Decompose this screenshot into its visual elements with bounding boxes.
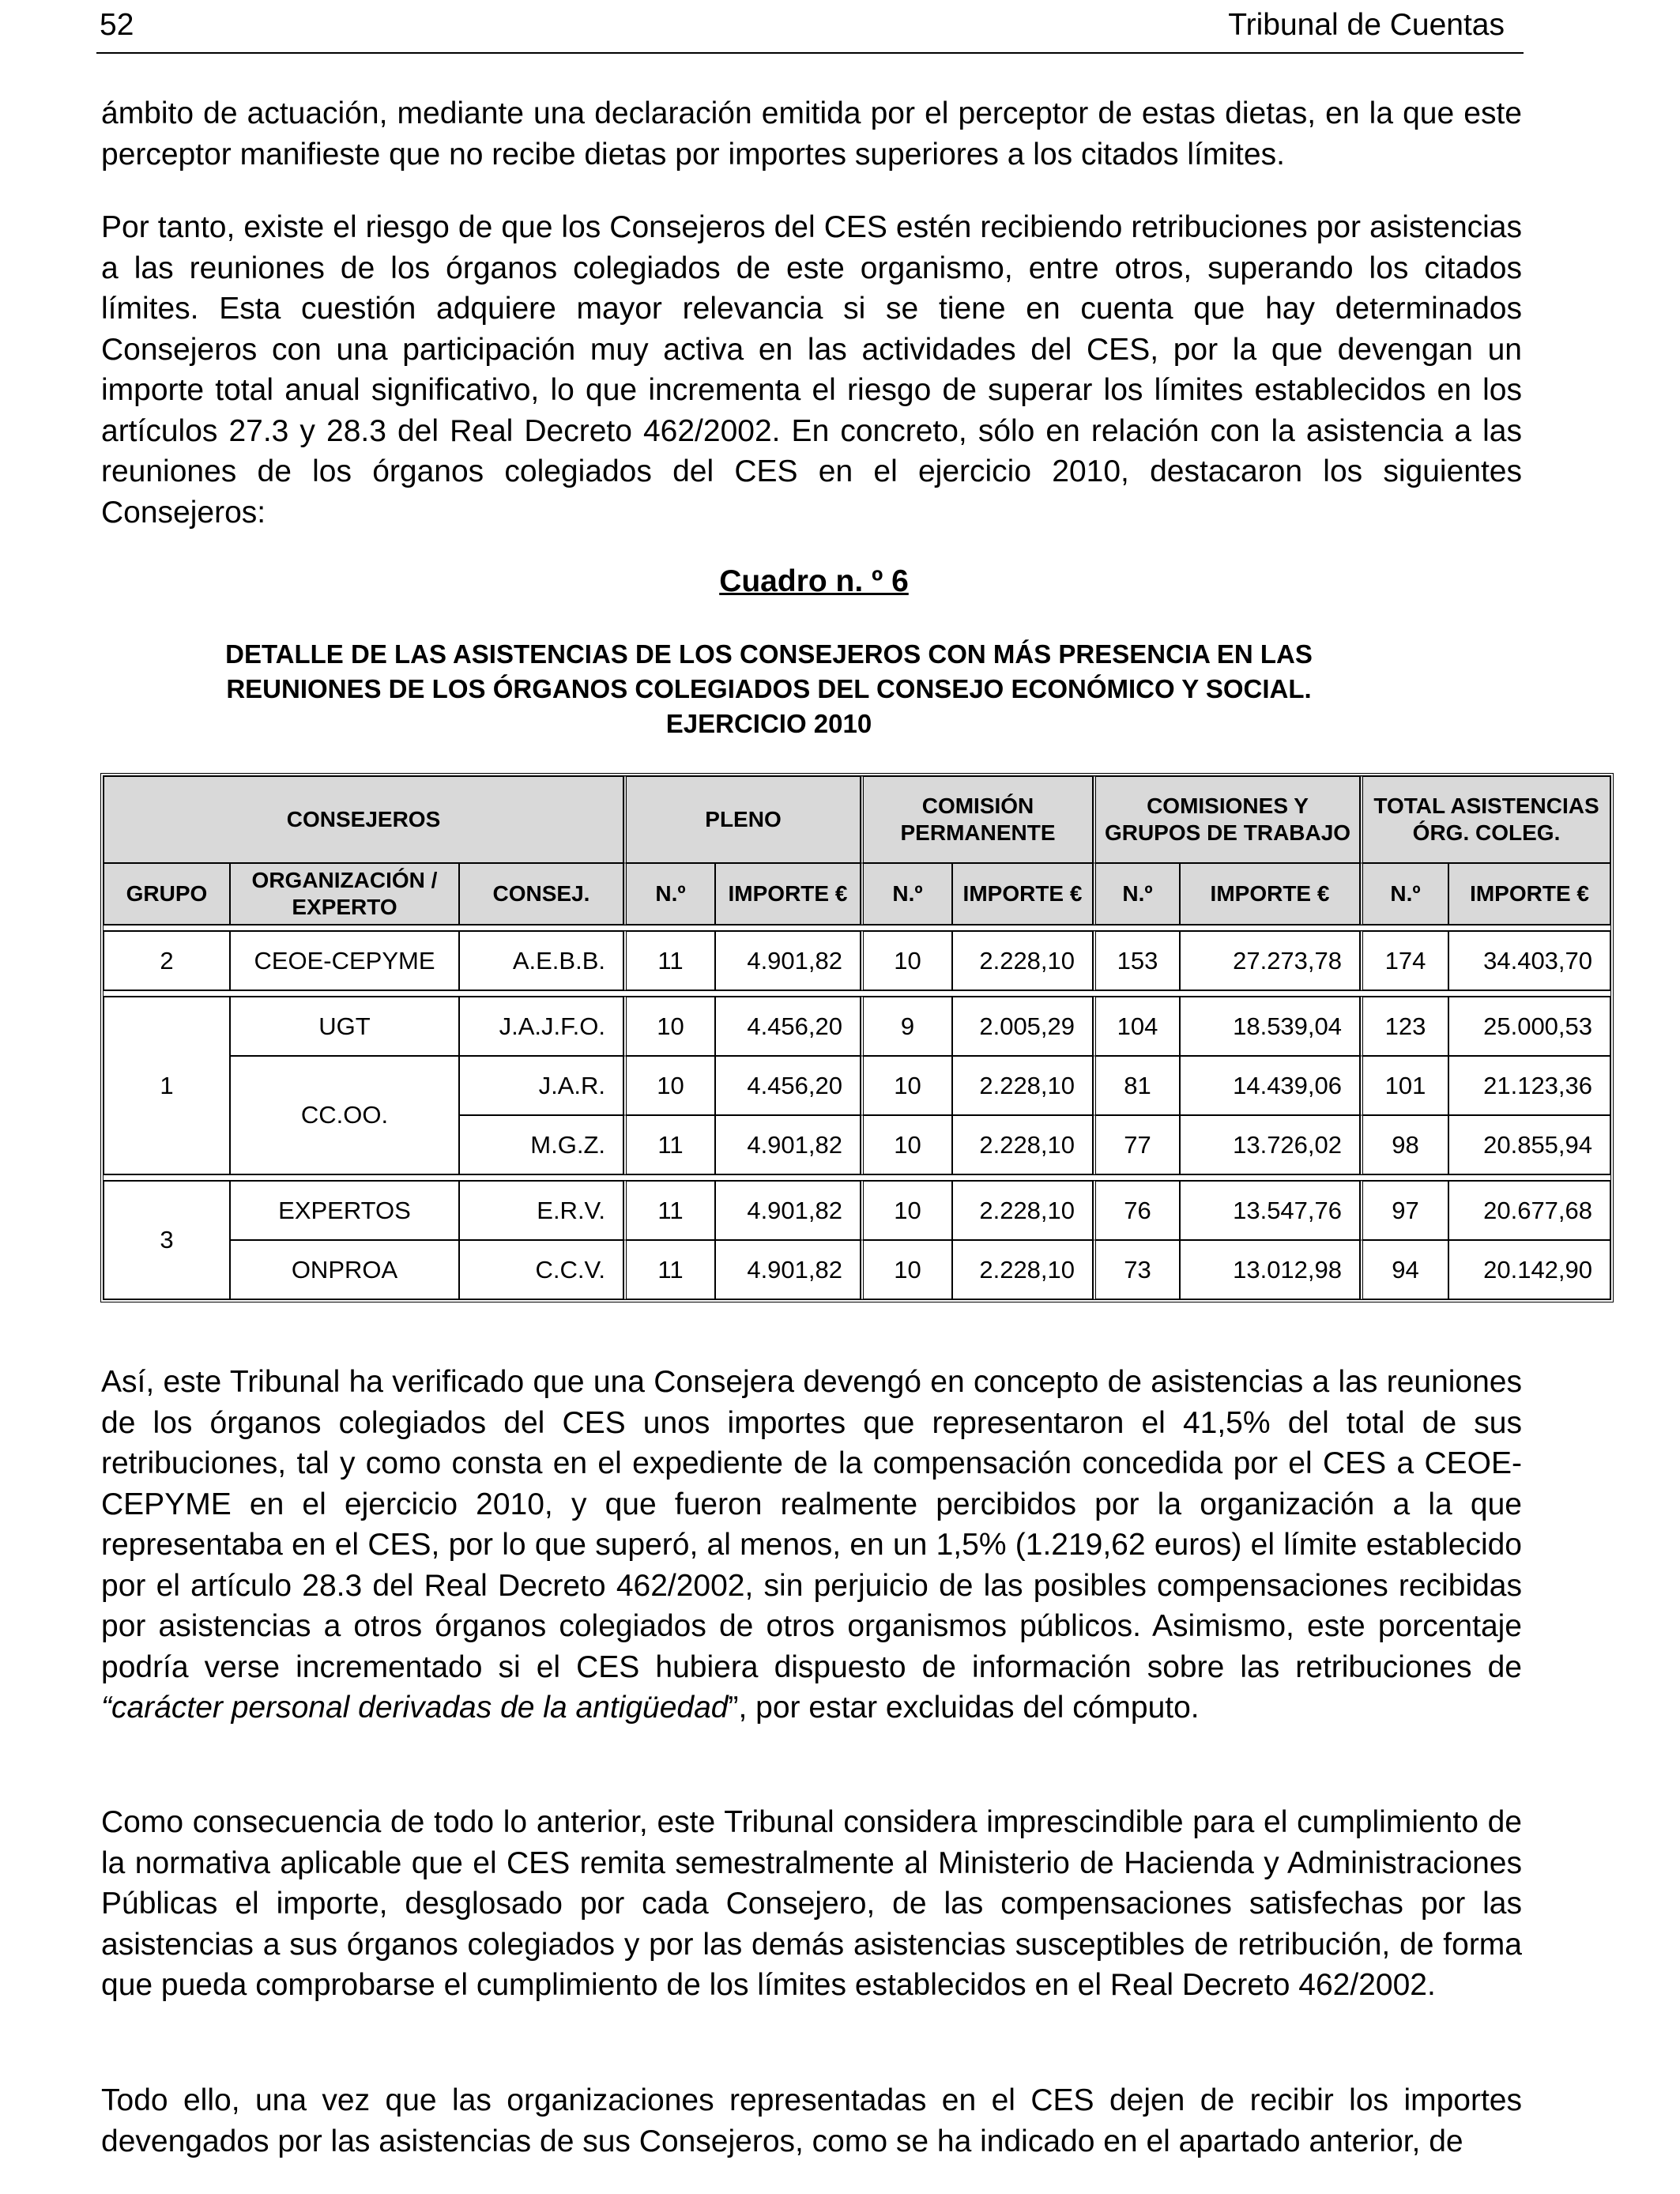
cell-cp-importe: 2.228,10 [952, 1181, 1093, 1240]
header-total-asistencias: TOTAL ASISTENCIAS ÓRG. COLEG. [1360, 776, 1610, 863]
cell-cgt-importe: 13.547,76 [1180, 1181, 1360, 1240]
cell-consej: E.R.V. [459, 1181, 623, 1240]
cell-total-importe: 25.000,53 [1448, 997, 1610, 1056]
cell-cgt-n: 77 [1093, 1115, 1180, 1174]
paragraph-4: Como consecuencia de todo lo anterior, este Tribunal considera imprescindible para el cumplimiento de la normativa aplicable que el CES remita semestralmente al Ministerio de Hacienda y Administraciones Públicas el importe, desglosado por cada Consejero, de las compensaciones satisfechas por las asistencias a sus órganos colegiados y por las demás asistencias susceptibles de retribución, de forma que pueda comprobarse el cumplimiento de los límites establecidos en el Real Decreto 462/2002. [101, 1805, 1522, 2002]
cell-grupo: 1 [104, 997, 230, 1174]
cell-grupo: 3 [104, 1181, 230, 1299]
cell-total-n: 101 [1360, 1056, 1448, 1115]
cell-cgt-n: 76 [1093, 1181, 1180, 1240]
running-title: Tribunal de Cuentas [1228, 8, 1505, 42]
paragraph-5: Todo ello, una vez que las organizaciones representadas en el CES dejen de recibir los importes devengados por las asistencias de sus Consejeros, como se ha indicado en el apartado anterior, de [101, 2083, 1522, 2158]
cell-pleno-n: 11 [623, 1240, 715, 1299]
cell-total-importe: 20.677,68 [1448, 1181, 1610, 1240]
col-cgt-importe: IMPORTE € [1180, 863, 1360, 925]
cell-total-n: 174 [1360, 931, 1448, 990]
col-cp-n: N.º [861, 863, 952, 925]
cell-pleno-n: 10 [623, 1056, 715, 1115]
table-title-line-1: DETALLE DE LAS ASISTENCIAS DE LOS CONSEJEROS CON MÁS PRESENCIA EN LAS [225, 639, 1313, 669]
cell-grupo: 2 [104, 931, 230, 990]
cell-consej: A.E.B.B. [459, 931, 623, 990]
cell-total-n: 97 [1360, 1181, 1448, 1240]
header-consejeros: CONSEJEROS [104, 776, 623, 863]
cell-cgt-n: 73 [1093, 1240, 1180, 1299]
paragraph-3-quote: “carácter personal derivadas de la antigüedad [101, 1691, 729, 1725]
cell-organizacion: CEOE-CEPYME [230, 931, 459, 990]
cell-cp-n: 10 [861, 1115, 952, 1174]
row-spacer [104, 990, 1610, 997]
cell-cp-n: 10 [861, 931, 952, 990]
cell-consej: C.C.V. [459, 1240, 623, 1299]
cell-cgt-importe: 27.273,78 [1180, 931, 1360, 990]
header-rule [96, 52, 1524, 54]
col-pleno-importe: IMPORTE € [715, 863, 861, 925]
cell-total-importe: 20.855,94 [1448, 1115, 1610, 1174]
cell-total-importe: 20.142,90 [1448, 1240, 1610, 1299]
col-consej: CONSEJ. [459, 863, 623, 925]
paragraph-1: ámbito de actuación, mediante una declaración emitida por el perceptor de estas dietas, en la que este perceptor manifieste que no recibe dietas por importes superiores a los citados límites. [101, 96, 1522, 172]
cell-organizacion: CC.OO. [230, 1056, 459, 1174]
col-pleno-n: N.º [623, 863, 715, 925]
cell-cgt-importe: 14.439,06 [1180, 1056, 1360, 1115]
header-pleno: PLENO [623, 776, 861, 863]
cell-organizacion: UGT [230, 997, 459, 1056]
cell-cgt-n: 104 [1093, 997, 1180, 1056]
cell-cp-importe: 2.228,10 [952, 1115, 1093, 1174]
asistencias-table [100, 773, 1614, 1302]
cell-cp-n: 9 [861, 997, 952, 1056]
cell-cp-importe: 2.228,10 [952, 1056, 1093, 1115]
cell-pleno-importe: 4.901,82 [715, 1115, 861, 1174]
table-row [104, 1240, 1610, 1299]
col-total-importe: IMPORTE € [1448, 863, 1610, 925]
cell-pleno-importe: 4.901,82 [715, 931, 861, 990]
table-caption: Cuadro n. º 6 [719, 564, 909, 598]
cell-cgt-importe: 18.539,04 [1180, 997, 1360, 1056]
cell-pleno-n: 10 [623, 997, 715, 1056]
cell-pleno-n: 11 [623, 1181, 715, 1240]
cell-cgt-n: 81 [1093, 1056, 1180, 1115]
cell-organizacion: EXPERTOS [230, 1181, 459, 1240]
paragraph-3 [101, 1362, 1522, 1728]
row-spacer [104, 1174, 1610, 1181]
cell-total-importe: 34.403,70 [1448, 931, 1610, 990]
cell-total-n: 94 [1360, 1240, 1448, 1299]
table-row [104, 1181, 1610, 1240]
cell-consej: J.A.J.F.O. [459, 997, 623, 1056]
cell-pleno-importe: 4.901,82 [715, 1240, 861, 1299]
paragraph-3-tail: ”, por estar excluidas del cómputo. [728, 1691, 1200, 1725]
cell-pleno-n: 11 [623, 931, 715, 990]
cell-cgt-importe: 13.726,02 [1180, 1115, 1360, 1174]
col-total-n: N.º [1360, 863, 1448, 925]
cell-cp-n: 10 [861, 1056, 952, 1115]
row-spacer [104, 925, 1610, 931]
table-title-line-2: REUNIONES DE LOS ÓRGANOS COLEGIADOS DEL CONSEJO ECONÓMICO Y SOCIAL. [226, 674, 1312, 703]
col-cgt-n: N.º [1093, 863, 1180, 925]
cell-cgt-importe: 13.012,98 [1180, 1240, 1360, 1299]
col-grupo: GRUPO [104, 863, 230, 925]
cell-organizacion: ONPROA [230, 1240, 459, 1299]
header-comisiones-grupos: COMISIONES Y GRUPOS DE TRABAJO [1093, 776, 1360, 863]
cell-cp-importe: 2.228,10 [952, 1240, 1093, 1299]
cell-consej: M.G.Z. [459, 1115, 623, 1174]
cell-total-n: 123 [1360, 997, 1448, 1056]
cell-total-n: 98 [1360, 1115, 1448, 1174]
cell-cgt-n: 153 [1093, 931, 1180, 990]
table-row [104, 997, 1610, 1056]
col-cp-importe: IMPORTE € [952, 863, 1093, 925]
cell-cp-importe: 2.228,10 [952, 931, 1093, 990]
table-title [101, 637, 1437, 741]
paragraph-3-text: Así, este Tribunal ha verificado que una Consejera devengó en concepto de asistencias a las reuniones de los órganos colegiados del CES unos importes que representaron el 41,5% del total de sus retribuciones, tal y como consta en el expediente de la compensación concedida por el CES a CEOE-CEPYME en el ejercicio 2010, y que fueron realmente percibidos por la organización a la que representaba en el CES, por lo que superó, al menos, en un 1,5% (1.219,62 euros) el límite establecido por el artículo 28.3 del Real Decreto 462/2002, sin perjuicio de las posibles compensaciones recibidas por asistencias a otros órganos colegiados de otros organismos públicos. Asimismo, este porcentaje podría verse incrementado si el CES hubiera dispuesto de información sobre las retribuciones de [101, 1365, 1522, 1684]
table-row [104, 931, 1610, 990]
cell-cp-importe: 2.005,29 [952, 997, 1093, 1056]
table-row [104, 1056, 1610, 1115]
page-number: 52 [100, 8, 134, 42]
cell-cp-n: 10 [861, 1181, 952, 1240]
col-organizacion: ORGANIZACIÓN / EXPERTO [230, 863, 459, 925]
cell-pleno-importe: 4.901,82 [715, 1181, 861, 1240]
cell-pleno-importe: 4.456,20 [715, 1056, 861, 1115]
cell-pleno-n: 11 [623, 1115, 715, 1174]
header-comision-permanente: COMISIÓN PERMANENTE [861, 776, 1093, 863]
paragraph-2: Por tanto, existe el riesgo de que los Consejeros del CES estén recibiendo retribuciones por asistencias a las reuniones de los órganos colegiados de este organismo, entre otros, superando los citados límites. Esta cuestión adquiere mayor relevancia si se tiene en cuenta que hay determinados Consejeros con una participación muy activa en las actividades del CES, por la que devengan un importe total anual significativo, lo que incrementa el riesgo de superar los límites establecidos en los artículos 27.3 y 28.3 del Real Decreto 462/2002. En concreto, sólo en relación con la asistencia a las reuniones de los órganos colegiados del CES en el ejercicio 2010, destacaron los siguientes Consejeros: [101, 210, 1522, 530]
cell-consej: J.A.R. [459, 1056, 623, 1115]
cell-cp-n: 10 [861, 1240, 952, 1299]
table-title-line-3: EJERCICIO 2010 [665, 709, 872, 738]
cell-total-importe: 21.123,36 [1448, 1056, 1610, 1115]
cell-pleno-importe: 4.456,20 [715, 997, 861, 1056]
